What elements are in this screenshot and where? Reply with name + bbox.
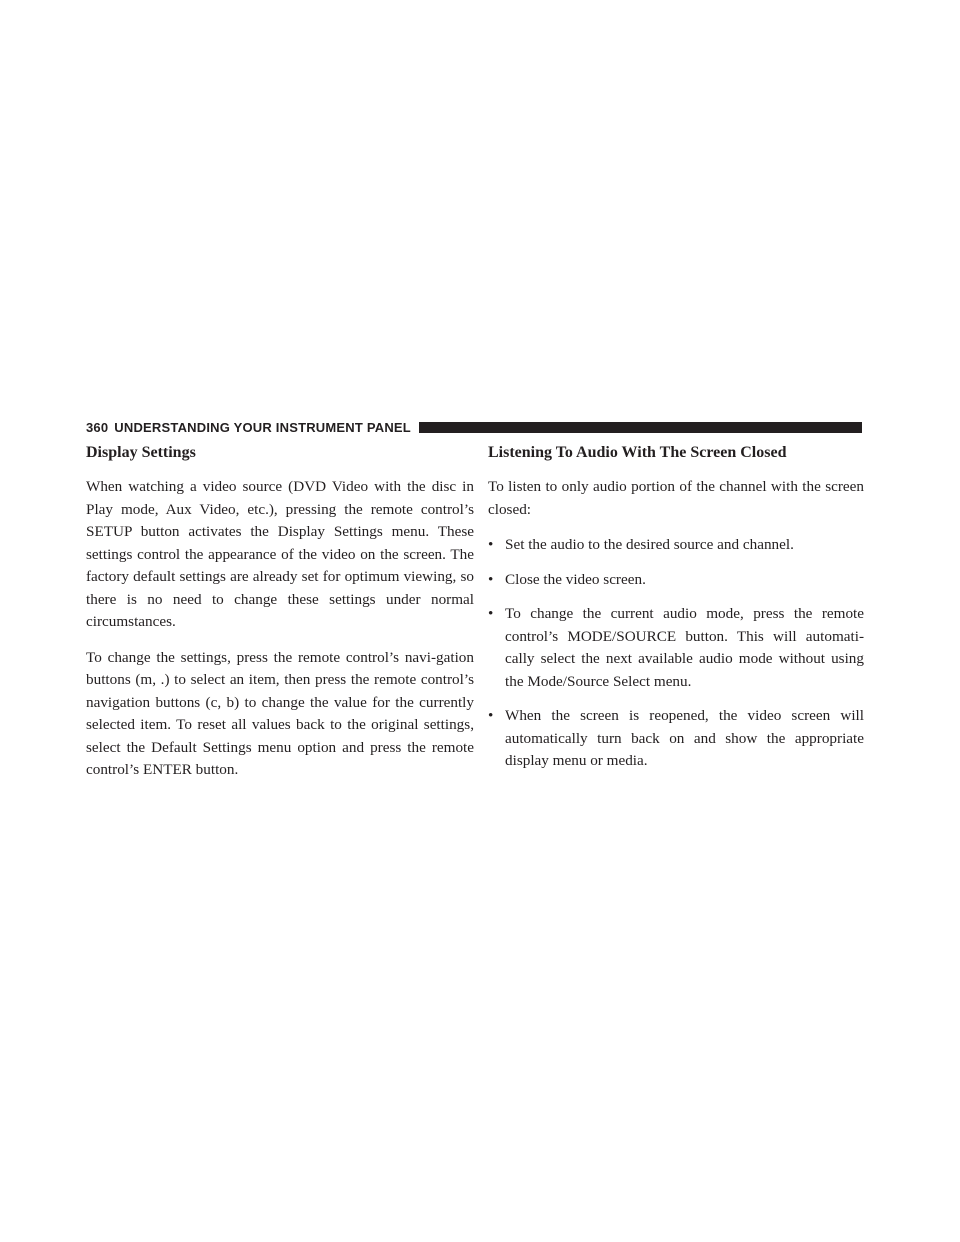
listening-audio-heading: Listening To Audio With The Screen Closed bbox=[488, 444, 787, 461]
list-item bbox=[488, 705, 864, 773]
listening-audio-intro: To listen to only audio portion of the channel with the screen closed: bbox=[488, 478, 864, 518]
page-number: 360 bbox=[86, 419, 109, 435]
bullet-icon: • bbox=[488, 605, 494, 622]
list-item bbox=[488, 603, 864, 693]
right-column bbox=[488, 443, 864, 785]
page-header bbox=[86, 420, 862, 434]
list-item bbox=[488, 534, 864, 557]
display-settings-heading: Display Settings bbox=[86, 444, 196, 461]
listening-audio-list bbox=[488, 534, 864, 773]
display-settings-paragraph-1: When watching a video source (DVD Video with the disc in Play mode, Aux Video, etc.), pressing the remote control’s SETUP button activates the Display Settings menu. These settings control the appearance of the video on the screen. The factory default settings are already set for optimum viewing, so there is no need to change these settings under normal circumstances. bbox=[86, 478, 474, 630]
list-item-text: When the screen is reopened, the video screen will automatically turn back on and show the appropriate display menu or media. bbox=[505, 707, 864, 769]
display-settings-paragraph-2: To change the settings, press the remote control’s navi-gation buttons (m, .) to select an item, then press the remote control’s navigation buttons (c, b) to change the value for the currently selected item. To reset all values back to the original settings, select the Default Settings menu option and press the remote control’s ENTER button. bbox=[86, 648, 474, 778]
section-title: UNDERSTANDING YOUR INSTRUMENT PANEL bbox=[114, 419, 411, 435]
header-rule bbox=[419, 422, 862, 433]
bullet-icon: • bbox=[488, 536, 494, 553]
list-item-text: Close the video screen. bbox=[505, 570, 646, 588]
list-item bbox=[488, 569, 864, 592]
bullet-icon: • bbox=[488, 707, 494, 724]
bullet-icon: • bbox=[488, 570, 494, 588]
left-column bbox=[86, 443, 474, 795]
list-item-text: Set the audio to the desired source and channel. bbox=[505, 536, 794, 553]
list-item-text: To change the current audio mode, press the remote control’s MODE/SOURCE button. This will automati-cally select the next available audio mode without using the Mode/Source Select menu. bbox=[505, 605, 864, 690]
